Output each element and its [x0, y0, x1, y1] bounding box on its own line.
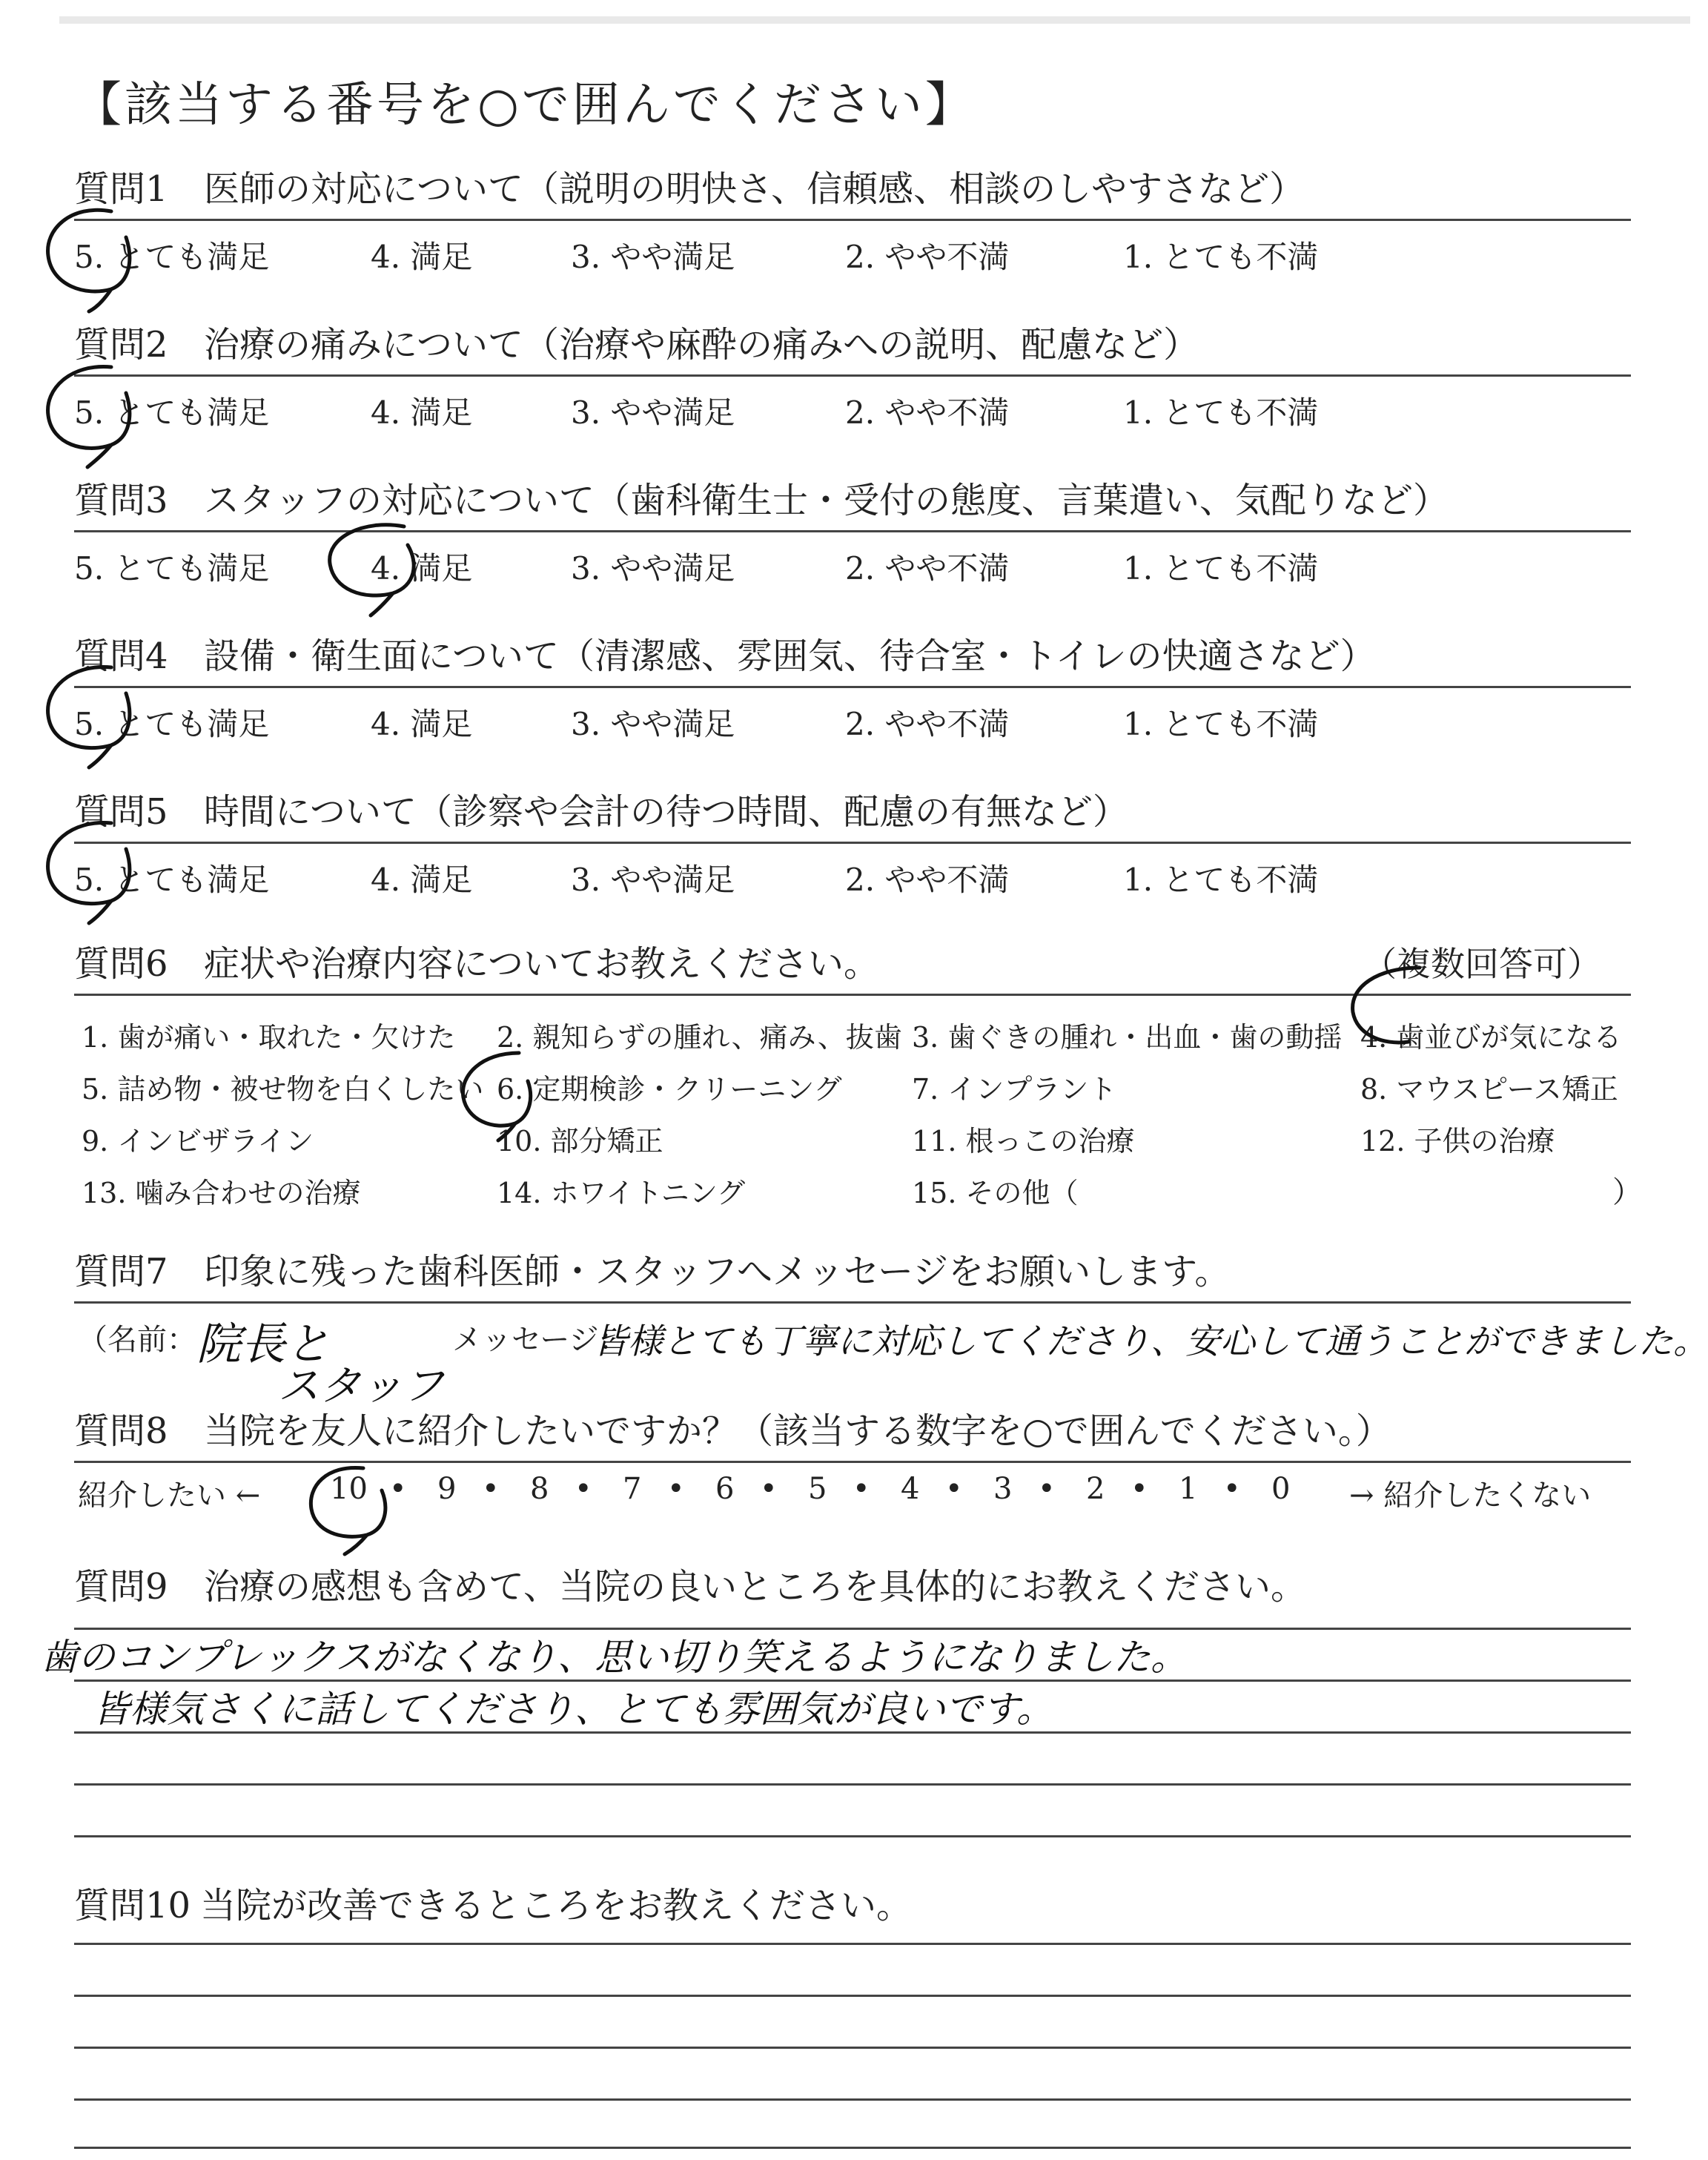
- scale-value-2[interactable]: 2: [1086, 1472, 1105, 1506]
- scale-dot: •: [853, 1472, 870, 1506]
- question-8: [74, 1401, 1631, 1463]
- symptom-option-14[interactable]: 14. ホワイトニング: [497, 1177, 746, 1209]
- other-close-paren: ）: [1612, 1175, 1642, 1209]
- question-2: [74, 315, 1631, 430]
- question-4: [74, 627, 1631, 742]
- scale-dot: •: [1223, 1472, 1241, 1506]
- question-number: 質問9: [74, 1566, 168, 1608]
- answer-line: [74, 1995, 1631, 1997]
- question-text: 時間について（診察や会計の待つ時間、配慮の有無など）: [204, 791, 1129, 833]
- answer-line: [74, 2147, 1631, 2149]
- question-number: 質問10: [74, 1885, 191, 1926]
- scale-dot: •: [667, 1472, 685, 1506]
- question-1: [74, 159, 1631, 274]
- rating-option-2[interactable]: 2. やや不満: [845, 394, 1010, 431]
- rating-option-1[interactable]: 1. とても不満: [1123, 706, 1319, 742]
- rating-option-3[interactable]: 3. やや満足: [571, 239, 735, 275]
- scale-value-3[interactable]: 3: [993, 1472, 1013, 1506]
- symptom-option-12[interactable]: 12. 子供の治療: [1360, 1125, 1555, 1157]
- rating-option-3[interactable]: 3. やや満足: [571, 706, 735, 742]
- question-text: 当院が改善できるところをお教えください。: [200, 1885, 913, 1926]
- handwritten-name-line-1: 院長と: [196, 1318, 330, 1370]
- rating-option-5[interactable]: 5. とても満足: [74, 394, 270, 431]
- question-6: [74, 934, 1642, 1218]
- scale-left-label: 紹介したい ←: [78, 1479, 261, 1513]
- rating-option-1[interactable]: 1. とても不満: [1123, 550, 1319, 587]
- scale-dot: •: [1131, 1472, 1148, 1506]
- rating-option-3[interactable]: 3. やや満足: [571, 550, 735, 587]
- symptom-option-9[interactable]: 9. インビザライン: [82, 1125, 314, 1157]
- question-10: [74, 1876, 1631, 1935]
- answer-line: [74, 1943, 1631, 1945]
- scale-right-label: → 紹介したくない: [1349, 1479, 1592, 1513]
- symptom-option-2[interactable]: 2. 親知らずの腫れ、痛み、抜歯: [497, 1021, 902, 1054]
- scale-value-7[interactable]: 7: [623, 1472, 642, 1506]
- rating-option-4[interactable]: 4. 満足: [371, 862, 473, 898]
- scale-dot: •: [760, 1472, 778, 1506]
- symptom-option-1[interactable]: 1. 歯が痛い・取れた・欠けた: [82, 1021, 456, 1054]
- question-text: 印象に残った歯科医師・スタッフへメッセージをお願いします。: [204, 1251, 1231, 1292]
- scale-dot: •: [482, 1472, 500, 1506]
- question-number: 質問8: [74, 1410, 168, 1452]
- handwritten-answer-line-2: 皆様気さくに話してくださり、とても雰囲気が良いです。: [93, 1688, 1053, 1731]
- scale-value-1[interactable]: 1: [1179, 1472, 1198, 1506]
- answer-line: [74, 1835, 1631, 1837]
- rating-option-3[interactable]: 3. やや満足: [571, 862, 735, 898]
- handwritten-message: 皆様とても丁寧に対応してくださり、安心して通うことができました。: [593, 1321, 1708, 1362]
- rating-option-4[interactable]: 4. 満足: [371, 550, 473, 587]
- symptom-option-13[interactable]: 13. 噛み合わせの治療: [82, 1177, 361, 1209]
- rating-option-4[interactable]: 4. 満足: [371, 239, 473, 275]
- symptom-option-6[interactable]: 6. 定期検診・クリーニング: [497, 1073, 842, 1106]
- scale-value-5[interactable]: 5: [808, 1472, 827, 1506]
- question-text: 症状や治療内容についてお教えください。: [204, 943, 880, 985]
- scale-dot: •: [945, 1472, 963, 1506]
- rating-option-3[interactable]: 3. やや満足: [571, 394, 735, 431]
- scale-value-10[interactable]: 10: [330, 1472, 368, 1506]
- question-number: 質問6: [74, 943, 168, 985]
- rating-option-5[interactable]: 5. とても満足: [74, 862, 270, 898]
- question-9: [74, 1557, 1631, 1616]
- rating-option-4[interactable]: 4. 満足: [371, 394, 473, 431]
- scale-value-0[interactable]: 0: [1271, 1472, 1291, 1506]
- question-number: 質問7: [74, 1251, 168, 1292]
- rating-option-5[interactable]: 5. とても満足: [74, 706, 270, 742]
- question-number: 質問5: [74, 791, 168, 833]
- question-number: 質問4: [74, 635, 168, 677]
- symptom-option-4[interactable]: 4. 歯並びが気になる: [1360, 1021, 1622, 1054]
- symptom-option-7[interactable]: 7. インプラント: [912, 1073, 1117, 1106]
- scale-value-4[interactable]: 4: [901, 1472, 920, 1506]
- question-7: [74, 1242, 1631, 1304]
- scale-value-8[interactable]: 8: [530, 1472, 549, 1506]
- symptom-option-11[interactable]: 11. 根っこの治療: [912, 1125, 1135, 1157]
- question-number: 質問2: [74, 324, 168, 366]
- question-text: 医師の対応について（説明の明快さ、信頼感、相談のしやすさなど）: [204, 168, 1305, 210]
- scale-value-9[interactable]: 9: [437, 1472, 457, 1506]
- question-number: 質問1: [74, 168, 168, 210]
- recommend-scale: [74, 1464, 1631, 1516]
- answer-line: [74, 2098, 1631, 2101]
- rating-option-2[interactable]: 2. やや不満: [845, 862, 1010, 898]
- symptom-option-8[interactable]: 8. マウスピース矯正: [1360, 1073, 1618, 1106]
- name-label: （名前：: [78, 1323, 196, 1357]
- message-label: メッセージ：: [452, 1323, 629, 1357]
- symptom-option-10[interactable]: 10. 部分矯正: [497, 1125, 663, 1157]
- rating-option-1[interactable]: 1. とても不満: [1123, 862, 1319, 898]
- rating-option-5[interactable]: 5. とても満足: [74, 239, 270, 275]
- question-text: 当院を友人に紹介したいですか？（該当する数字を○で囲んでください。）: [204, 1410, 1391, 1452]
- question-3: [74, 471, 1631, 586]
- multiple-answer-note: （複数回答可）: [1363, 944, 1601, 984]
- rating-option-1[interactable]: 1. とても不満: [1123, 394, 1319, 431]
- rating-option-2[interactable]: 2. やや不満: [845, 706, 1010, 742]
- scale-dot: •: [575, 1472, 592, 1506]
- scale-dot: •: [389, 1472, 407, 1506]
- scan-edge-shade: [59, 16, 1690, 24]
- answer-line: [74, 1783, 1631, 1786]
- symptom-option-3[interactable]: 3. 歯ぐきの腫れ・出血・歯の動揺: [912, 1021, 1343, 1054]
- scale-dot: •: [1038, 1472, 1056, 1506]
- form-header: 【該当する番号を○で囲んでください】: [74, 78, 976, 133]
- handwritten-name-line-2: スタッフ: [278, 1362, 444, 1410]
- question-text: 治療の感想も含めて、当院の良いところを具体的にお教えください。: [204, 1566, 1307, 1608]
- symptom-option-5[interactable]: 5. 詰め物・被せ物を白くしたい: [82, 1073, 484, 1106]
- question-text: スタッフの対応について（歯科衛生士・受付の態度、言葉遣い、気配りなど）: [204, 480, 1449, 521]
- rating-option-1[interactable]: 1. とても不満: [1123, 239, 1319, 275]
- answer-line: [74, 2047, 1631, 2049]
- rating-option-2[interactable]: 2. やや不満: [845, 239, 1010, 275]
- question-number: 質問3: [74, 480, 168, 521]
- question-text: 設備・衛生面について（清潔感、雰囲気、待合室・トイレの快適さなど）: [204, 635, 1376, 677]
- question-5: [74, 782, 1631, 897]
- scale-value-6[interactable]: 6: [715, 1472, 735, 1506]
- question-text: 治療の痛みについて（治療や麻酔の痛みへの説明、配慮など）: [204, 324, 1199, 366]
- handwritten-answer-line-1: 歯のコンプレックスがなくなり、思い切り笑えるようになりました。: [41, 1636, 1188, 1679]
- rating-option-5[interactable]: 5. とても満足: [74, 550, 270, 587]
- rating-option-4[interactable]: 4. 満足: [371, 706, 473, 742]
- rating-option-2[interactable]: 2. やや不満: [845, 550, 1010, 587]
- symptom-option-15[interactable]: 15. その他（: [912, 1177, 1079, 1209]
